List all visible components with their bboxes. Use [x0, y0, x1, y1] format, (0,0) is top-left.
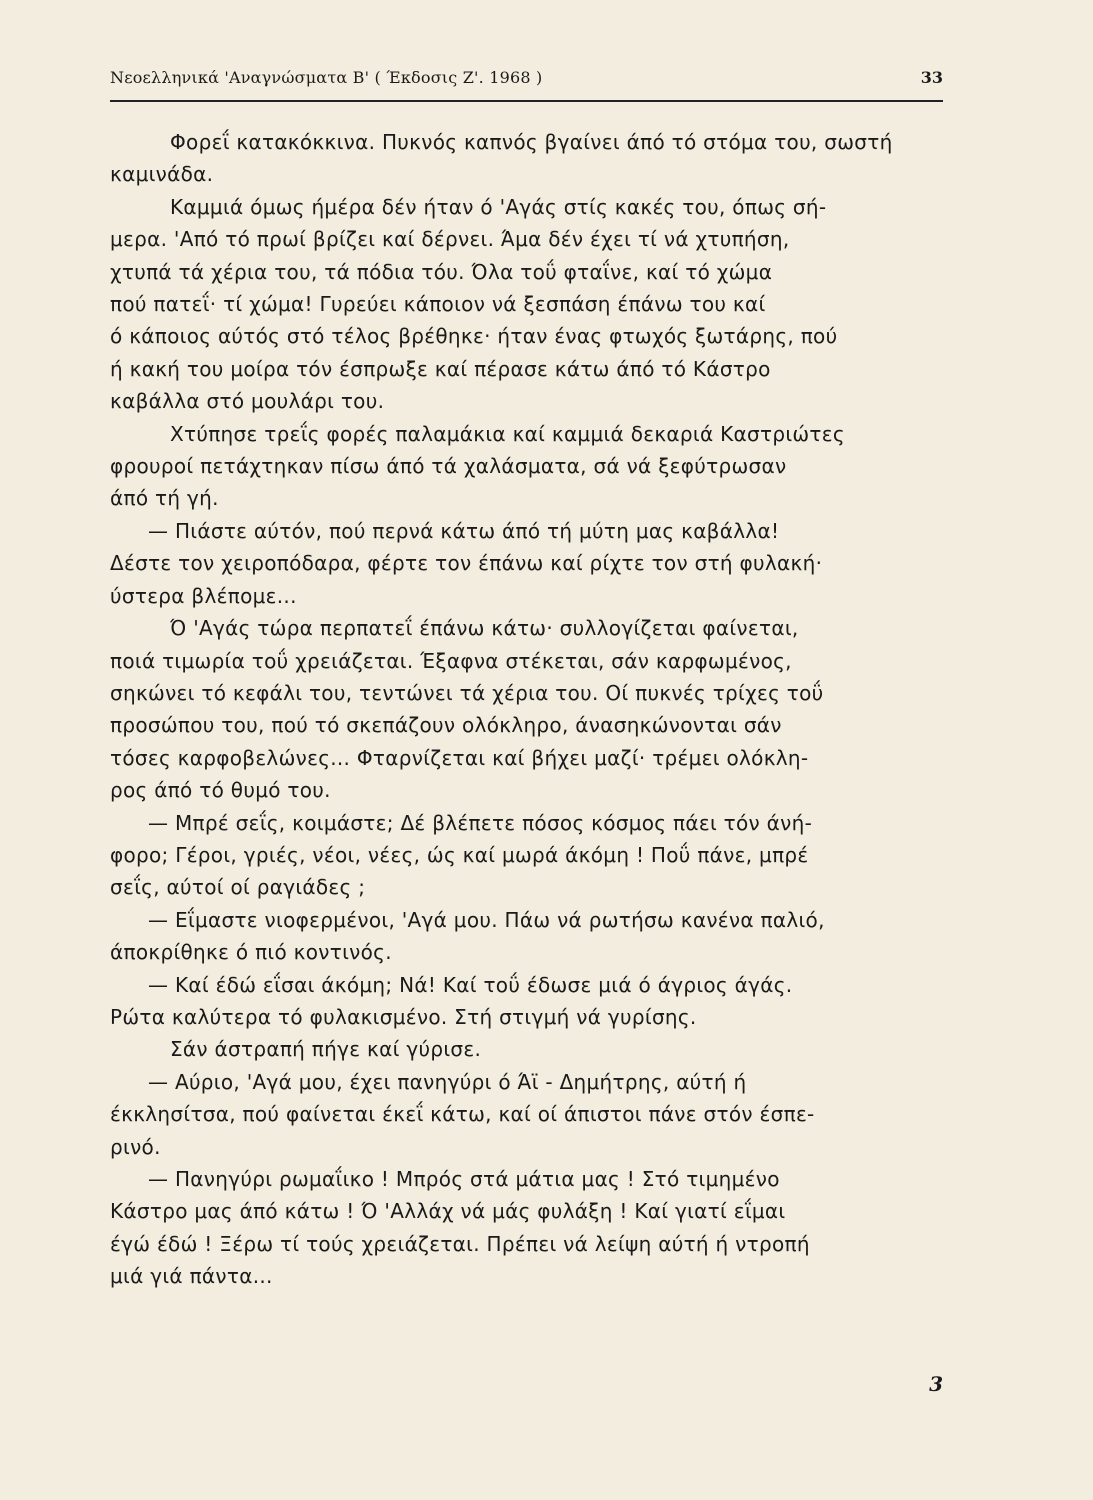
text-line: Σάν άστραπή πήγε καί γύρισε.	[170, 1037, 482, 1062]
text-line: Κάστρο μας άπό κάτω ! Ό 'Αλλάχ νά μάς φυλάξη ! Καί γιατί εΐμαι	[110, 1199, 786, 1224]
text-line: καμινάδα.	[110, 162, 214, 187]
paragraph	[110, 191, 943, 418]
text-line: — Αύριο, 'Αγά μου, έχει πανηγύρι ό Άϊ - Δημήτρης, αύτή ή	[148, 1069, 747, 1094]
text-line: σεΐς, αύτοί οί ραγιάδες ;	[110, 875, 366, 900]
text-line: σηκώνει τό κεφάλι του, τεντώνει τά χέρια του. Οί πυκνές τρίχες τοΰ	[110, 680, 824, 705]
text-line: — Εΐμαστε νιοφερμένοι, 'Αγά μου. Πάω νά ρωτήσω κανένα παλιό,	[148, 907, 825, 932]
dialogue-paragraph	[110, 1163, 943, 1293]
text-line: ποιά τιμωρία τοΰ χρειάζεται. Έξαφνα στέκεται, σάν καρφωμένος,	[110, 648, 792, 673]
dialogue-paragraph	[110, 904, 943, 969]
text-line: πού πατεΐ· τί χώμα! Γυρεύει κάποιον νά ξεσπάση έπάνω του καί	[110, 292, 766, 317]
text-line: — Πιάστε αύτόν, πού περνά κάτω άπό τή μύτη μας καβάλλα!	[148, 518, 780, 543]
dialogue-paragraph	[110, 807, 943, 904]
text-line: Δέστε τον χειροπόδαρα, φέρτε τον έπάνω καί ρίχτε τον στή φυλακή·	[110, 551, 823, 576]
text-line: ρος άπό τό θυμό του.	[110, 778, 331, 803]
text-line: Ό 'Αγάς τώρα περπατεΐ έπάνω κάτω· συλλογίζεται φαίνεται,	[170, 616, 799, 641]
running-header	[110, 68, 943, 98]
text-line: Φορεΐ κατακόκκινα. Πυκνός καπνός βγαίνει άπό τό στόμα του, σωστή	[170, 130, 893, 154]
text-line: Καμμιά όμως ήμέρα δέν ήταν ό 'Αγάς στίς κακές του, όπως σή-	[170, 194, 827, 219]
text-line: Ρώτα καλύτερα τό φυλακισμένο. Στή στιγμή νά γυρίσης.	[110, 1004, 697, 1029]
text-line: — Μπρέ σεΐς, κοιμάστε; Δέ βλέπετε πόσος κόσμος πάει τόν άνή-	[148, 810, 813, 835]
text-line: ύστερα βλέπομε...	[110, 583, 297, 608]
text-line: — Πανηγύρι ρωμαΐικο ! Μπρός στά μάτια μας ! Στό τιμημένο	[148, 1167, 780, 1191]
text-line: άπό τή γή.	[110, 486, 219, 511]
paragraph	[110, 418, 943, 515]
text-line: μερα. 'Από τό πρωί βρίζει καί δέρνει. Άμα δέν έχει τί νά χτυπήση,	[110, 227, 790, 252]
text-line: ρινό.	[110, 1134, 161, 1159]
text-line: τόσες καρφοβελώνες... Φταρνίζεται καί βήχει μαζί· τρέμει ολόκλη-	[110, 745, 809, 770]
text-line: έκκλησίτσα, πού φαίνεται έκεΐ κάτω, καί οί άπιστοι πάνε στόν έσπε-	[110, 1102, 815, 1127]
text-line: άποκρίθηκε ό πιό κοντινός.	[110, 940, 392, 965]
paragraph	[110, 1033, 943, 1065]
text-line: φορο; Γέροι, γριές, νέοι, νέες, ώς καί μωρά άκόμη ! Ποΰ πάνε, μπρέ	[110, 842, 809, 867]
header-divider	[110, 100, 943, 102]
text-line: Χτύπησε τρεΐς φορές παλαμάκια καί καμμιά δεκαριά Καστριώτες	[170, 421, 845, 446]
paragraph	[110, 612, 943, 806]
dialogue-paragraph	[110, 969, 943, 1034]
text-line: — Καί έδώ εΐσαι άκόμη; Νά! Καί τοΰ έδωσε μιά ό άγριος άγάς.	[148, 972, 793, 997]
dialogue-paragraph	[110, 515, 943, 612]
body-text	[110, 126, 943, 1293]
paragraph	[110, 126, 943, 191]
text-line: καβάλλα στό μουλάρι του.	[110, 389, 385, 414]
text-line: έγώ έδώ ! Ξέρω τί τούς χρειάζεται. Πρέπει νά λείψη αύτή ή ντροπή	[110, 1231, 810, 1256]
dialogue-paragraph	[110, 1066, 943, 1163]
text-line: ή κακή του μοίρα τόν έσπρωξε καί πέρασε κάτω άπό τό Κάστρο	[110, 356, 771, 381]
text-line: ό κάποιος αύτός στό τέλος βρέθηκε· ήταν ένας φτωχός ξωτάρης, πού	[110, 324, 838, 349]
text-line: μιά γιά πάντα...	[110, 1264, 273, 1289]
page-number: 33	[920, 68, 943, 87]
text-line: χτυπά τά χέρια του, τά πόδια τόυ. Όλα τοΰ φταΐνε, καί τό χώμα	[110, 259, 773, 284]
text-line: προσώπου του, πού τό σκεπάζουν ολόκληρο, άνασηκώνονται σάν	[110, 713, 782, 738]
signature-mark: 3	[929, 1372, 943, 1396]
book-title: Νεοελληνικά 'Αναγνώσματα Β' ( Έκδοσις Ζ'. 1968 )	[110, 68, 543, 87]
text-line: φρουροί πετάχτηκαν πίσω άπό τά χαλάσματα, σά νά ξεφύτρωσαν	[110, 454, 787, 479]
